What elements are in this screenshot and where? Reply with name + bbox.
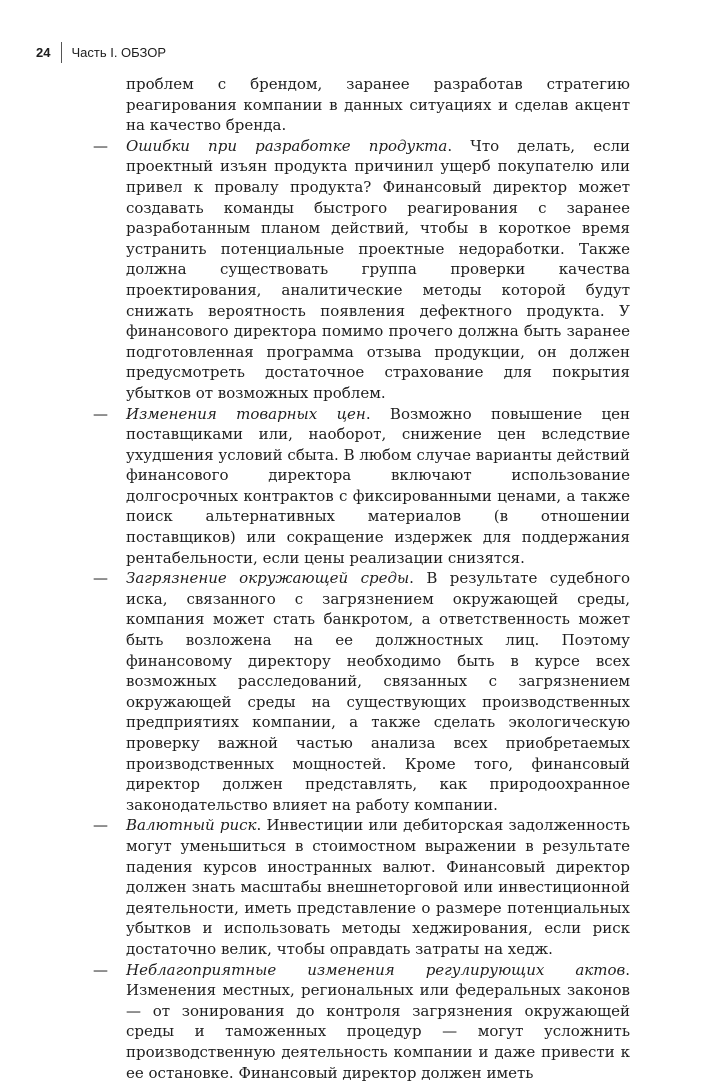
list-item-commodity-prices [93,404,630,569]
list-item-currency-risk [93,815,631,959]
list-dash: — [93,569,108,588]
list-item-title: Изменения товарных цен [126,404,366,423]
body-text [93,74,631,1083]
list-item-text: . В результате судебного иска, связанного с загрязнением окружающей среды, компания может стать банкротом, а ответственность может быть возложена на ее должностных лиц. Поэтому финансовому директору необходимо быть в курсе всех возможных расследований, связанных с загрязнением окружающей среды на существующих производственных предприятиях компании, а также сделать экологическую проверку важной частью анализа всех приобретаемых производственных мощностей. Кроме того, финансовый директор должен представлять, как природоохранное законодательство влияет на работу компании. [126,569,630,814]
list-item-environmental-pollution [93,568,630,815]
list-dash: — [93,960,108,979]
header-divider [61,42,62,63]
list-item-text: . Инвестиции или дебиторская задолженность могут уменьшиться в стоимостном выражении в результате падения курсов иностранных валют. Финансовый директор должен знать масштабы внешнеторговой или инвестиционной деятельности, иметь представление о размере потенциальных убытков и использовать методы хеджирования, если риск достаточно велик, чтобы оправдать затраты на хедж. [126,816,631,958]
section-title: Часть I. ОБЗОР [71,45,167,60]
list-item-title: Валютный риск [126,816,257,835]
list-dash: — [93,816,108,835]
list-item-title: Загрязнение окружающей среды [126,569,410,588]
list-dash: — [93,136,108,155]
list-item-product-defects [93,136,630,404]
list-item-regulatory-changes [93,960,630,1083]
list-item-text: . Что делать, если проектный изъян продукта причинил ущерб покупателю или привел к провалу продукта? Финансовый директор может создавать команды быстрого реагирования с заранее разработанным планом действий, чтобы в короткое время устранить потенциальные проектные недоработки. Также должна существовать группа проверки качества проектирования, аналитические методы которой будут снижать вероятность появления дефектного продукта. У финансового директора помимо прочего должна быть заранее подготовленная программа отзыва продукции, он должен предусмотреть достаточное страхование для покрытия убытков от возможных проблем. [126,136,630,402]
list-item-text: . Изменения местных, региональных или федеральных законов — от зонирования до контроля загрязнения окружающей среды и таможенных процедур — могут усложнить производственную деятельность компании и даже привести к ее остановке. Финансовый директор должен иметь [126,960,630,1082]
running-header [36,42,166,63]
lead-paragraph: проблем с брендом, заранее разработав стратегию реагирования компании в данных ситуациях и сделав акцент на качество бренда. [126,75,630,135]
list-item-title: Неблагоприятные изменения регулирующих актов [126,960,626,979]
list-dash: — [93,404,108,423]
page-number: 24 [36,45,51,60]
list-item-text: . Возможно повышение цен поставщиками или, наоборот, снижение цен вследствие ухудшения условий сбыта. В любом случае варианты действий финансового директора включают использование долгосрочных контрактов с фиксированными ценами, а также поиск альтернативных материалов (в отношении поставщиков) или сокращение издержек для поддержания рентабельности, если цены реализации снизятся. [126,404,630,567]
list-item-title: Ошибки при разработке продукта [126,136,448,155]
